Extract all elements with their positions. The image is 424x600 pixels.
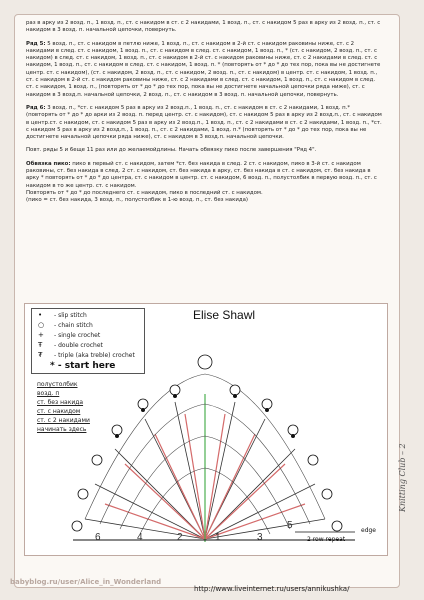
start-here-label: * - start here (50, 361, 116, 371)
ru-legend-item: ст. с 2 накидами (37, 417, 90, 424)
slip-stitch-icon: • (38, 311, 43, 319)
triple-crochet-icon: ₮ (38, 351, 43, 359)
picot-definition: (пико = ст. без накида, 3 возд. п., полустолбик в 1-ю возд. п., ст. без накида) (26, 197, 248, 204)
picot-text: пико в первый ст. с накидом, затем *ст. без накида в след. 2 ст. с накидом, пико в 3-й ст. с накидом раковины, ст. без накида в след. 2 ст. с накидом, ст. без накида в арку, ст. без накида в ст. с накидом, ст. без накида в арку * повторять от * до * до центра, ст. с накидом в центр. ст. с накидом, 6 возд. п., полустолбик в первую возд. п., ст. с накидом в то же центр. ст. с накидом. (26, 160, 377, 189)
picot-repeat: Повторять от * до * до последнего ст. с накидом, пико в последний ст. с накидом. (26, 189, 263, 196)
row-repeat-label: 2 row repeat (307, 536, 346, 543)
ru-legend-item: возд. п (37, 390, 60, 397)
row5-text: 5 возд. п., ст. с накидом в петлю ниже, 1 возд. п., ст. с накидом в 2-й ст. с накидом раковины ниже, ст. с 2 накидами в след. ст. с накидом, 1 возд. п., ст. с накидом в след. ст. с накидом, 1 возд. п., * (ст. с накидом, 2 возд. п., ст. с накидом) в след. ст. с накидом, 1 возд. п., ст. с накидом в 2-й ст. с накидом раковины ниже, ст. с 2 накидами в след. ст. с накидом, 1 возд. п., ст. с накидом в след. ст. с накидом, 1 возд. п. * (повторять от * до * до тех пор, пока вы не достигнете центр. ст. с накидом), (ст. с накидом, 2 возд. п., ст. с накидом, 2 возд. п., ст. с накидом) в центр. ст. с накидом, 1 возд. п., ст. с накидом в 2-й ст. с накидом раковины ниже, ст. с 2 накидами в след. ст. с накидом, 1 возд. п., ст. с накидом в след. ст. с накидом, 1 возд. п., (повторять от * до * до тех пор, пока вы не достигнете начальной цепочки ряда ниже), ст. с накидом в 3 возд.п. начальной цепочки, 2 возд. п., ст. с накидом в 3 возд. п. начальной цепочки, повернуть. (26, 40, 381, 98)
single-crochet-icon: + (38, 331, 44, 339)
shawl-chart (25, 304, 387, 555)
double-crochet-icon: Ŧ (38, 341, 43, 349)
ru-legend-item: ст. без накида (37, 399, 84, 406)
edge-label: edge (361, 527, 376, 534)
row6-label: Ряд 6: (26, 104, 46, 111)
row-number: 1 (215, 532, 221, 543)
paragraph-row5 (26, 41, 382, 99)
ru-legend-item: начинать здесь (37, 426, 87, 433)
watermark-left: babyblog.ru/user/Alice_in_Wonderland (10, 578, 162, 586)
diagram-title: Elise Shawl (193, 308, 256, 322)
row-number: 2 (177, 532, 183, 543)
legend-triple-crochet: - triple (aka treble) crochet (54, 352, 135, 359)
paragraph-picot (26, 161, 382, 205)
legend-chain-stitch: - chain stitch (54, 322, 93, 329)
row-number: 4 (137, 532, 143, 543)
ru-legend-item: ст. с накидом (37, 408, 81, 415)
side-label: Knitting Club – 2 (398, 443, 407, 512)
chain-stitch-icon: ○ (38, 321, 45, 329)
picot-label: Обвязка пико: (26, 160, 71, 167)
legend-single-crochet: - single crochet (54, 332, 101, 339)
watermark-right: http://www.liveinternet.ru/users/annikushka/ (194, 585, 350, 593)
row6-text: 3 возд. п., *ст. с накидом 5 раз в арку из 2 возд.п., 1 возд. п., ст. с накидом в ст. с 2 накидами, 1 возд. п.* (повторять от * до * до арки из 2 возд. п. перед центр. ст. с накидом), ст. с накидом 5 раз в арку из 2 возд.п., ст. с накидом в центр.ст. с накидом, ст. с накидом 5 раз в арку из 2 возд.п., 1 возд. п., ст. с 2 накидами в ст. с 2 накидами, 1 возд. п., *ст. с накидом 5 раз в арку из 2 возд.п., 1 возд. п., ст. с 2 накидами, 1 возд. п.* (повторять от * до * до тех пор, пока вы не достигнете начальной цепочки ряда ниже), ст. с накидом в 3 возд.п. начальной цепочки. (26, 104, 382, 141)
row-number: 5 (287, 520, 293, 531)
paragraph-row6 (26, 105, 382, 141)
row-number: 6 (95, 532, 101, 543)
legend-double-crochet: - double crochet (54, 342, 103, 349)
paragraph-repeat: Повт. ряды 5 и 6еще 11 раз или до желаемойдлины. Начать обвязку пико после завершения "Ряд 4". (26, 147, 317, 154)
row5-label: Ряд 5: (26, 40, 46, 47)
pattern-text (26, 20, 382, 211)
row-number: 3 (257, 532, 263, 543)
crochet-diagram (24, 303, 388, 556)
paragraph-1: раз в арку из 2 возд. п., 1 возд. п., ст. с накидом в ст. с 2 накидами, 1 возд. п., ст. с накидом 5 раз в арку из 2 возд. п., ст. с накидом в 3 возд. п. начальной цепочки, повернуть. (26, 20, 381, 34)
legend-slip-stitch: - slip stitch (54, 312, 87, 319)
ru-legend-item: полустолбик (37, 381, 78, 388)
